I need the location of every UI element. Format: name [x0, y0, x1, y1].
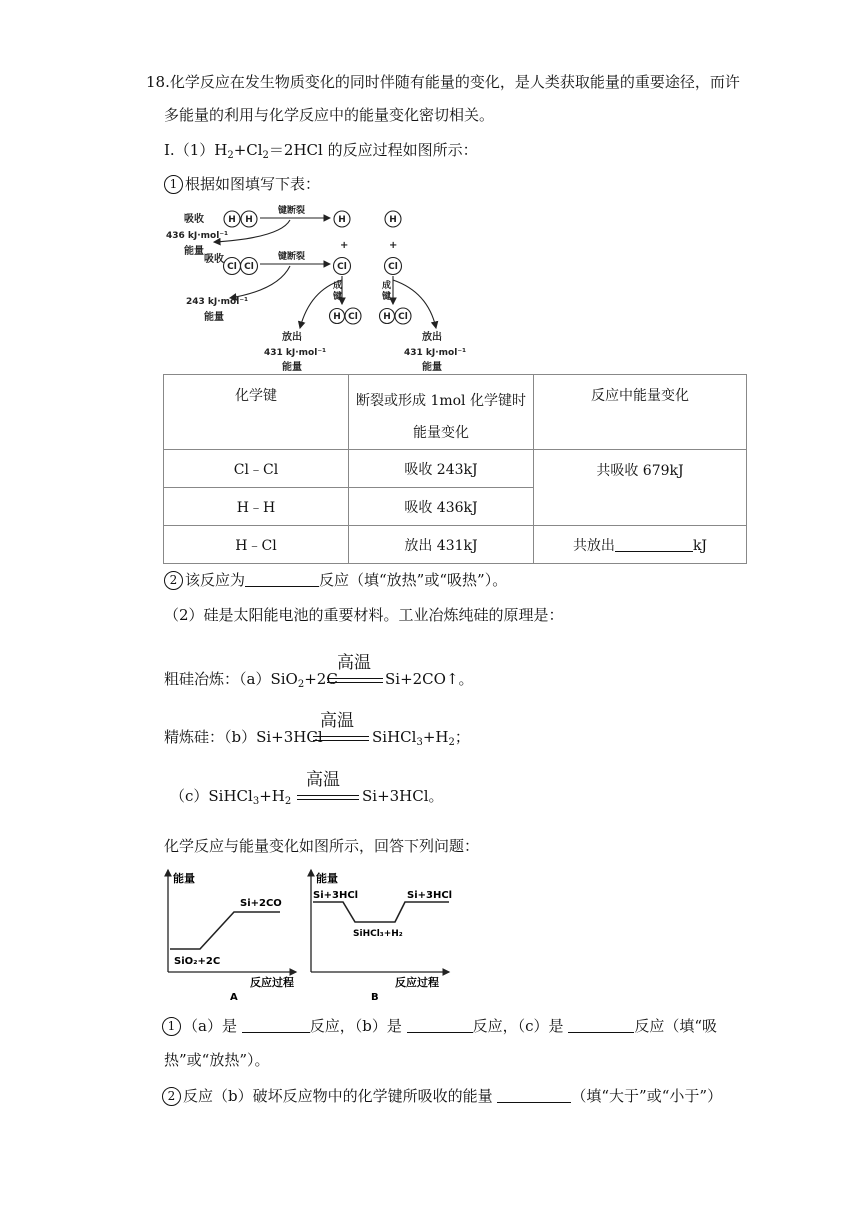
table-header-energy: [349, 375, 534, 450]
atom-h-6: H: [383, 312, 391, 322]
condition-c: 高温: [306, 770, 340, 790]
energy-graph-b: [303, 866, 453, 1006]
atom-cl-2: Cl: [244, 262, 254, 272]
table-row: [164, 450, 747, 488]
graph-b-start: Si+3HCl: [313, 890, 359, 901]
answer-blank-c[interactable]: [568, 1016, 634, 1033]
table-cell-bond: Cl﹣Cl: [164, 450, 349, 488]
graph-b-ylabel: 能量: [316, 872, 338, 885]
circled-number-1: 1: [164, 175, 183, 194]
atom-h-5: H: [333, 312, 341, 322]
item2-text-b: 反应（填“放热”或“吸热”）。: [319, 571, 508, 589]
graph-a-product: Si+2CO: [240, 898, 282, 909]
condition-b: 高温: [320, 711, 354, 731]
table-cell-change: 放出 431kJ: [349, 526, 534, 564]
table-cell-bond: H﹣Cl: [164, 526, 349, 564]
release-label-2: 放出: [422, 332, 442, 343]
equation-a-product: Si+2CO↑。: [385, 670, 474, 688]
equation-arrow-a: [327, 678, 383, 683]
atom-cl-6: Cl: [398, 312, 408, 322]
absorb-cl-value: 243 kJ·mol⁻¹: [186, 297, 249, 307]
bond-form-label-1a: 成: [333, 281, 343, 291]
bond-energy-table: [163, 374, 747, 564]
table-cell-change: 吸收 243kJ: [349, 450, 534, 488]
part1-heading-prefix: Ⅰ.（1）H: [164, 141, 228, 159]
q1-part-d: 反应（填“吸: [634, 1017, 717, 1035]
q1-part-c: 反应，（c）是: [472, 1017, 564, 1035]
equation-b-product: $SiHCl_3+H_2$；: [372, 728, 470, 748]
condition-a: 高温: [337, 653, 371, 673]
q2-part-b: （填“大于”或“小于”）: [571, 1087, 723, 1105]
figure-intro: 化学反应与能量变化如图所示，回答下列问题：: [164, 837, 480, 855]
total-release-suffix: kJ: [692, 537, 708, 554]
release-label-1: 放出: [282, 332, 302, 343]
energy-graph-a: [160, 866, 300, 1006]
question-2: [162, 1086, 722, 1106]
part2-heading: （2）硅是太阳能电池的重要材料。工业冶炼纯硅的原理是：: [164, 606, 564, 624]
plus-sign-1: +: [340, 240, 349, 251]
table-header-reaction: 反应中能量变化: [534, 375, 747, 450]
answer-blank-b[interactable]: [407, 1016, 473, 1033]
answer-blank-a[interactable]: [242, 1016, 310, 1033]
part1-heading-rest: 的反应过程如图所示：: [327, 141, 478, 159]
table-header-energy-line2: 能量变化: [413, 425, 469, 441]
energy-label-1: 能量: [184, 246, 204, 257]
table-cell-total-release: [534, 526, 747, 564]
q1-part-a: （a）是: [183, 1017, 237, 1035]
energy-label-2: 能量: [204, 312, 224, 323]
table-header-energy-line1: 断裂或形成 1mol 化学键时: [356, 393, 526, 409]
table-cell-bond: H﹣H: [164, 488, 349, 526]
refine-b-product: SiHCl: [372, 728, 417, 746]
equation-b: 精炼硅：（b）Si+3HCl: [164, 728, 323, 746]
energy-label-3: 能量: [282, 362, 302, 373]
absorb-h-label: 吸收: [184, 214, 204, 225]
question-1: [162, 1016, 717, 1036]
energy-label-4: 能量: [422, 362, 442, 373]
table-header-bond: 化学键: [164, 375, 349, 450]
refine-c-reactant: （c）SiHCl: [170, 787, 253, 805]
absorb-h-value: 436 kJ·mol⁻¹: [166, 231, 229, 241]
atom-cl-3: Cl: [337, 262, 347, 272]
table-row: [164, 526, 747, 564]
equation-arrow-b: [313, 736, 369, 741]
atom-h-1: H: [228, 215, 236, 225]
absorb-cl-label: 吸收: [204, 254, 224, 265]
part1-item2: [164, 570, 507, 590]
release-value-2: 431 kJ·mol⁻¹: [404, 348, 467, 358]
table-cell-total-absorb: 共吸收 679kJ: [534, 450, 747, 526]
question-1-line2: 热”或“放热”）。: [164, 1051, 270, 1069]
equation-c-product: Si+3HCl。: [362, 787, 444, 805]
part1-heading: $Ⅰ.(1)H_2+Cl_2=2HCl$ 的反应过程如图所示：: [164, 141, 478, 161]
equation-arrow-c: [297, 795, 359, 800]
graph-b-end: Si+3HCl: [407, 890, 453, 901]
graph-b-xlabel: 反应过程: [395, 976, 439, 989]
graph-b-caption: B: [371, 992, 379, 1003]
bond-form-label-2b: 键: [382, 292, 392, 302]
equation-a: 粗硅冶炼：（a）SiO$_2$+2C: [164, 670, 338, 690]
question-number: 18.: [146, 73, 170, 91]
bond-form-label-2a: 成: [382, 281, 392, 291]
graph-b-middle: SiHCl₃+H₂: [353, 929, 403, 939]
atom-h-4: H: [389, 215, 397, 225]
q2-part-a: 反应（b）破坏反应物中的化学键所吸收的能量: [183, 1087, 493, 1105]
atom-cl-5: Cl: [348, 312, 358, 322]
question-intro-line2: 多能量的利用与化学反应中的能量变化密切相关。: [164, 106, 495, 124]
answer-blank-q2[interactable]: [497, 1086, 571, 1103]
circled-number-2: 2: [164, 571, 183, 590]
circled-number-q1: 1: [162, 1017, 181, 1036]
item1-text: 根据如图填写下表：: [185, 175, 321, 193]
release-value-1: 431 kJ·mol⁻¹: [264, 348, 327, 358]
question-intro-line1: [146, 72, 740, 92]
part1-item1: [164, 174, 320, 194]
bond-form-label-1b: 键: [333, 292, 343, 302]
equation-c: $(c)SiHCl_3+H_2$: [170, 787, 292, 807]
intro-text-1: 化学反应在发生物质变化的同时伴随有能量的变化，是人类获取能量的重要途径，而许: [169, 73, 740, 91]
answer-blank-release[interactable]: [615, 535, 693, 552]
total-release-prefix: 共放出: [572, 537, 615, 554]
bond-break-label-2: 键断裂: [278, 252, 306, 262]
graph-a-ylabel: 能量: [173, 872, 195, 885]
circled-number-q2: 2: [162, 1087, 181, 1106]
table-cell-change: 吸收 436kJ: [349, 488, 534, 526]
graph-a-reactant: SiO₂+2C: [174, 956, 221, 967]
atom-h-3: H: [338, 215, 346, 225]
item2-text-a: 该反应为: [185, 571, 246, 589]
atom-cl-4: Cl: [388, 262, 398, 272]
plus-sign-2: +: [389, 240, 398, 251]
bond-process-diagram: [160, 200, 480, 376]
crude-label: 粗硅冶炼：（a）SiO: [164, 670, 298, 688]
atom-cl-1: Cl: [227, 262, 237, 272]
atom-h-2: H: [245, 215, 253, 225]
graph-a-caption: A: [230, 992, 238, 1003]
bond-break-label-1: 键断裂: [278, 206, 306, 216]
answer-blank-reaction-type[interactable]: [245, 570, 319, 587]
q1-part-b: 反应，（b）是: [309, 1017, 402, 1035]
graph-a-xlabel: 反应过程: [250, 976, 294, 989]
